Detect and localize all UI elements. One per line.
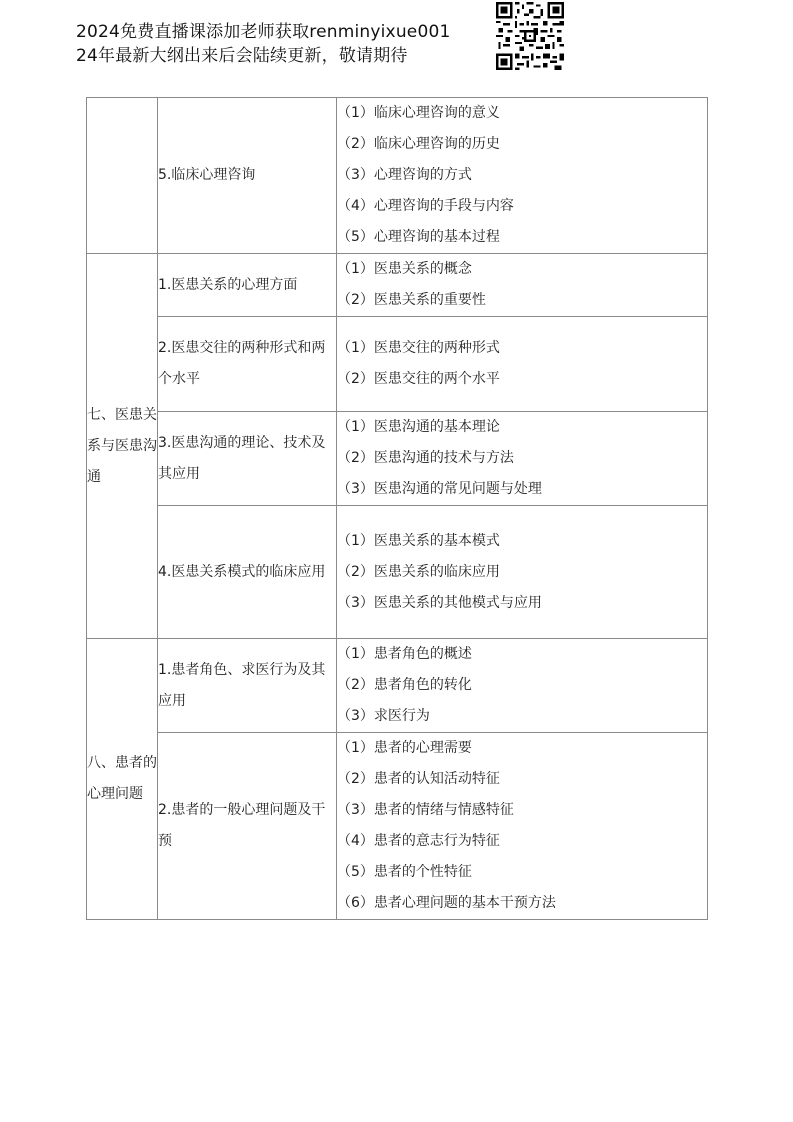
point-item: （1）医患交往的两种形式 — [337, 340, 500, 356]
point-item: （3）医患关系的其他模式与应用 — [337, 594, 542, 611]
point-item: （2）医患关系的临床应用 — [337, 563, 500, 580]
points-cell — [337, 254, 708, 317]
points-cell — [337, 733, 708, 920]
points-cell — [337, 639, 708, 733]
point-item: （2）患者角色的转化 — [337, 677, 472, 693]
point-item: （2）临床心理咨询的历史 — [337, 136, 500, 152]
point-item: （3）患者的情绪与情感特征 — [337, 802, 514, 818]
topic-cell: 3.医患沟通的理论、技术及其应用 — [158, 412, 337, 506]
chapter-cell: 八、患者的心理问题 — [87, 639, 158, 920]
topic-cell: 1.患者角色、求医行为及其应用 — [158, 639, 337, 733]
topic-cell: 2.医患交往的两种形式和两个水平 — [158, 317, 337, 412]
topic-cell: 2.患者的一般心理问题及干预 — [158, 733, 337, 920]
topic-cell: 4.医患关系模式的临床应用 — [158, 506, 337, 639]
points-cell — [337, 98, 708, 254]
page-header — [76, 20, 496, 68]
header-promo-line: 2024免费直播课添加老师获取renminyixue001 — [76, 22, 451, 42]
points-cell — [337, 506, 708, 639]
point-item: （2）医患沟通的技术与方法 — [337, 450, 514, 466]
table-row — [87, 317, 708, 412]
point-item: （2）医患关系的重要性 — [337, 292, 486, 308]
point-item: （3）心理咨询的方式 — [337, 167, 472, 183]
point-item: （5）心理咨询的基本过程 — [337, 229, 500, 245]
point-item: （4）心理咨询的手段与内容 — [337, 198, 514, 214]
point-item: （3）求医行为 — [337, 708, 430, 724]
point-item: （1）患者的心理需要 — [337, 740, 472, 756]
point-item: （4）患者的意志行为特征 — [337, 833, 500, 849]
table-row — [87, 98, 708, 254]
point-item: （1）临床心理咨询的意义 — [337, 105, 500, 121]
table-row — [87, 733, 708, 920]
table-row — [87, 412, 708, 506]
syllabus-table — [86, 97, 708, 920]
point-item: （6）患者心理问题的基本干预方法 — [337, 895, 556, 911]
point-item: （1）医患关系的概念 — [337, 261, 472, 277]
point-item: （1）医患沟通的基本理论 — [337, 419, 500, 435]
table-row — [87, 639, 708, 733]
header-notice-line: 24年最新大纲出来后会陆续更新，敬请期待 — [76, 46, 408, 66]
table-row — [87, 254, 708, 317]
point-item: （5）患者的个性特征 — [337, 864, 472, 880]
topic-cell: 1.医患关系的心理方面 — [158, 254, 337, 317]
qr-code-icon[interactable] — [496, 2, 564, 70]
point-item: （1）医患关系的基本模式 — [337, 532, 500, 549]
point-item: （2）医患交往的两个水平 — [337, 371, 500, 387]
table-row — [87, 506, 708, 639]
points-cell — [337, 412, 708, 506]
point-item: （3）医患沟通的常见问题与处理 — [337, 481, 542, 497]
point-item: （1）患者角色的概述 — [337, 646, 472, 662]
chapter-cell: 七、医患关系与医患沟通 — [87, 254, 158, 639]
topic-cell: 5.临床心理咨询 — [158, 98, 337, 254]
chapter-cell — [87, 98, 158, 254]
points-cell — [337, 317, 708, 412]
point-item: （2）患者的认知活动特征 — [337, 771, 500, 787]
